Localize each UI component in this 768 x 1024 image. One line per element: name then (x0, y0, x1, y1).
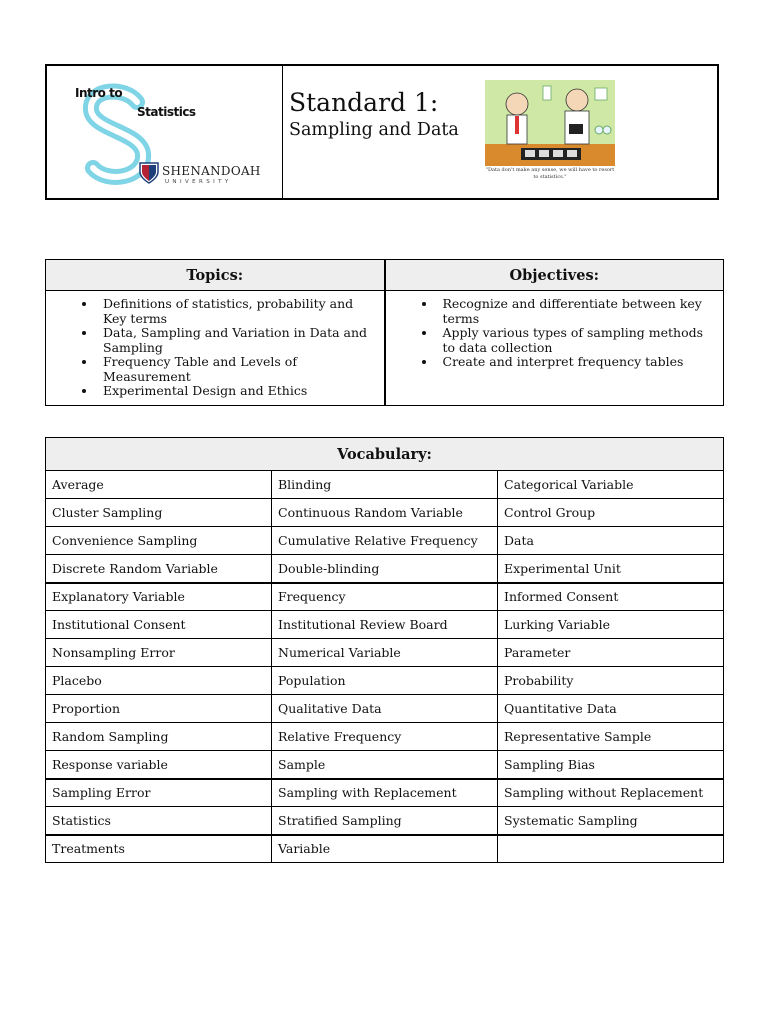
vocab-term: Convenience Sampling (46, 527, 272, 555)
objective-item: • Recognize and differentiate between key terms (437, 297, 718, 326)
vocab-term: Categorical Variable (498, 471, 724, 499)
logo-line1: Intro to (75, 86, 123, 100)
vocab-term: Treatments (46, 835, 272, 863)
scientists-cartoon-icon (485, 80, 615, 166)
vocab-term: Qualitative Data (272, 695, 498, 723)
table-row (46, 751, 724, 779)
vocab-term: Random Sampling (46, 723, 272, 751)
university-name: SHENANDOAH (162, 164, 261, 178)
vocab-term: Cluster Sampling (46, 499, 272, 527)
objectives-list (392, 297, 718, 370)
table-row (46, 723, 724, 751)
table-row (46, 807, 724, 835)
vocab-term: Discrete Random Variable (46, 555, 272, 583)
objective-item: • Apply various types of sampling methods to data collection (437, 326, 718, 355)
topic-item: • Frequency Table and Levels of Measurement (97, 355, 378, 384)
vocab-term (498, 835, 724, 863)
vocab-term: Relative Frequency (272, 723, 498, 751)
vocab-term: Lurking Variable (498, 611, 724, 639)
vocab-term: Continuous Random Variable (272, 499, 498, 527)
vocab-term: Statistics (46, 807, 272, 835)
cartoon-caption: "Data don't make any sense, we will have to resort to statistics." (485, 167, 615, 180)
vocabulary-table (45, 437, 724, 863)
vocab-term: Sampling Bias (498, 751, 724, 779)
page-title: Standard 1: (289, 88, 439, 117)
shield-icon (139, 162, 159, 184)
vocab-term: Probability (498, 667, 724, 695)
vocab-term: Institutional Review Board (272, 611, 498, 639)
vocab-term: Stratified Sampling (272, 807, 498, 835)
vocab-term: Sampling without Replacement (498, 779, 724, 807)
vocab-term: Sampling Error (46, 779, 272, 807)
topic-item: • Experimental Design and Ethics (97, 384, 378, 399)
vocab-term: Double-blinding (272, 555, 498, 583)
vocab-term: Explanatory Variable (46, 583, 272, 611)
vocab-term: Data (498, 527, 724, 555)
vocab-term: Frequency (272, 583, 498, 611)
vocab-term: Blinding (272, 471, 498, 499)
table-row (46, 555, 724, 583)
topics-objectives-table (45, 259, 724, 406)
objectives-heading: Objectives: (385, 260, 724, 291)
vocab-term: Control Group (498, 499, 724, 527)
title-cell (283, 66, 717, 198)
vocab-term: Population (272, 667, 498, 695)
topics-cell (46, 291, 385, 406)
vocab-term: Variable (272, 835, 498, 863)
vocab-term: Experimental Unit (498, 555, 724, 583)
vocab-term: Representative Sample (498, 723, 724, 751)
table-row (46, 527, 724, 555)
vocab-term: Parameter (498, 639, 724, 667)
table-row (46, 583, 724, 611)
table-row (46, 695, 724, 723)
vocab-term: Sample (272, 751, 498, 779)
topics-heading: Topics: (46, 260, 385, 291)
table-row (46, 639, 724, 667)
vocab-term: Nonsampling Error (46, 639, 272, 667)
objective-item: • Create and interpret frequency tables (437, 355, 718, 370)
table-row (46, 471, 724, 499)
vocab-term: Sampling with Replacement (272, 779, 498, 807)
university-sub: UNIVERSITY (165, 179, 232, 185)
vocab-term: Average (46, 471, 272, 499)
vocabulary-heading: Vocabulary: (46, 438, 724, 471)
vocab-term: Placebo (46, 667, 272, 695)
table-row (46, 499, 724, 527)
vocab-term: Institutional Consent (46, 611, 272, 639)
vocab-term: Numerical Variable (272, 639, 498, 667)
vocab-term: Proportion (46, 695, 272, 723)
vocab-term: Systematic Sampling (498, 807, 724, 835)
topics-list (52, 297, 378, 399)
vocab-term: Cumulative Relative Frequency (272, 527, 498, 555)
topic-item: • Data, Sampling and Variation in Data and Sampling (97, 326, 378, 355)
table-row (46, 835, 724, 863)
vocab-term: Response variable (46, 751, 272, 779)
page-subtitle: Sampling and Data (289, 120, 459, 140)
header-box (45, 64, 719, 200)
objectives-cell (385, 291, 724, 406)
vocab-term: Informed Consent (498, 583, 724, 611)
table-row (46, 611, 724, 639)
course-logo (47, 66, 283, 198)
table-row (46, 779, 724, 807)
vocab-term: Quantitative Data (498, 695, 724, 723)
logo-line2: Statistics (137, 105, 196, 119)
topic-item: • Definitions of statistics, probability and Key terms (97, 297, 378, 326)
table-row (46, 667, 724, 695)
vocabulary-body (46, 471, 724, 863)
